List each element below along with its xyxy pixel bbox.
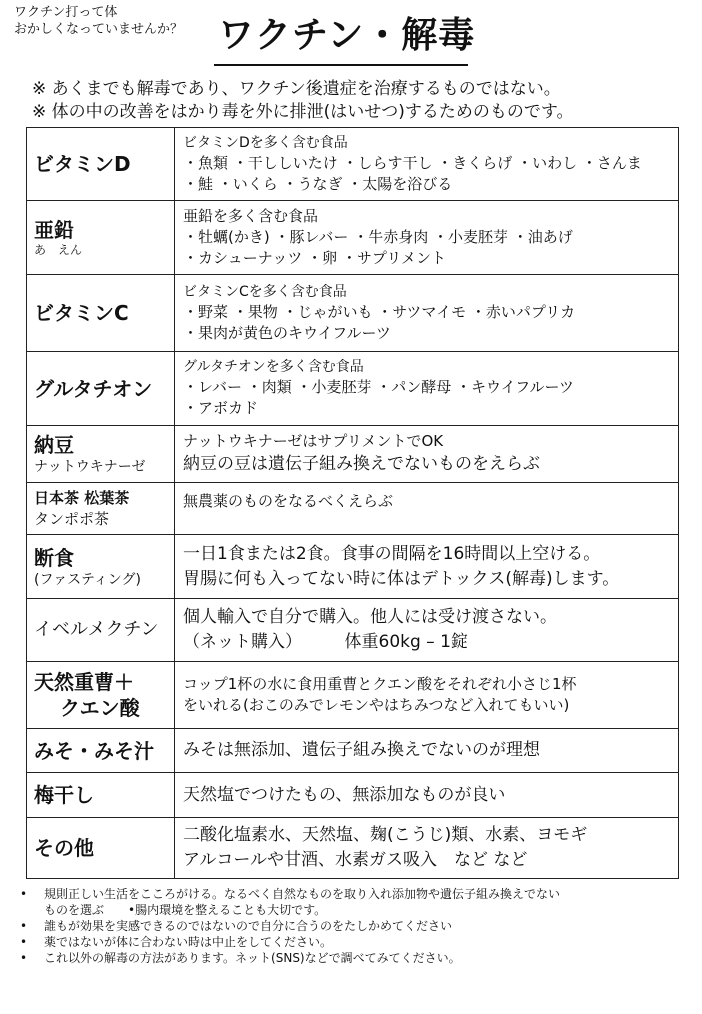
detox-table [26, 127, 679, 879]
row-line: ・鮭 ・いくら ・うなぎ ・太陽を浴びる [183, 174, 453, 193]
table-row [27, 352, 679, 426]
row-content-cell [175, 275, 679, 352]
footer-note-line: ものを選ぶ •腸内環境を整えることも大切です。 [44, 903, 327, 917]
row-line: ナットウキナーゼはサプリメントでOK [183, 432, 444, 450]
disclaimer-note: ※ 体の中の改善をはかり毒を外に排泄(はいせつ)するためのものです。 [32, 102, 574, 122]
row-label: 梅干し [34, 783, 94, 807]
bullet-icon: • [20, 935, 28, 949]
row-sublabel: (ファスティング) [34, 571, 141, 588]
row-label-line-2: クエン酸 [60, 696, 140, 720]
row-line: ・果肉が黄色のキウイフルーツ [183, 323, 391, 342]
row-content-cell [175, 352, 679, 426]
table-row [27, 426, 679, 483]
subtitle-line-2: おかしくなっていませんか？ [14, 22, 184, 37]
table-row [27, 662, 679, 729]
footer-note-line: 薬ではないが体に合わない時は中止をしてください。 [44, 935, 333, 949]
row-content-cell [175, 201, 679, 275]
row-label-cell [27, 662, 175, 729]
row-label-cell [27, 729, 175, 773]
row-label-line-2: タンポポ茶 [34, 509, 110, 528]
row-label: ビタミンC [34, 301, 129, 325]
row-line: ・野菜 ・果物 ・じゃがいも ・サツマイモ ・赤いパプリカ [183, 302, 576, 321]
row-line: ビタミンDを多く含む食品 [183, 134, 348, 151]
footer-notes [14, 886, 694, 966]
row-content-cell [175, 426, 679, 483]
subtitle-line-1: ワクチン打って体 [14, 5, 118, 20]
table-row [27, 773, 679, 818]
row-content-cell [175, 128, 679, 201]
disclaimer-note: ※ あくまでも解毒であり、ワクチン後遺症を治療するものではない。 [32, 79, 561, 99]
row-label: イベルメクチン [34, 619, 159, 640]
row-label: グルタチオン [34, 376, 153, 401]
row-label: 断食 [34, 545, 74, 570]
table-row [27, 201, 679, 275]
bullet-icon: • [20, 919, 28, 933]
row-label: その他 [34, 836, 94, 860]
row-label: 亜鉛 [34, 218, 74, 242]
table-row [27, 535, 679, 599]
row-content-cell [175, 729, 679, 773]
row-line: をいれる(おこのみでレモンやはちみつなど入れてもいい) [183, 696, 570, 714]
row-line: 無農薬のものをなるべくえらぶ [183, 492, 394, 510]
row-label-cell [27, 535, 175, 599]
footer-note-line: 誰もが効果を実感できるのではないので自分に合うのをたしかめてください [44, 919, 453, 933]
row-content-cell [175, 662, 679, 729]
row-content-cell [175, 773, 679, 818]
row-line: 二酸化塩素水、天然塩、麹(こうじ)類、水素、ヨモギ [183, 825, 588, 845]
table-row [27, 818, 679, 879]
page-title: ワクチン・解毒 [218, 15, 476, 56]
footer-note [14, 886, 694, 918]
table-row [27, 128, 679, 201]
row-line: みそは無添加、遺伝子組み換えでないのが理想 [183, 740, 540, 760]
row-label-cell [27, 275, 175, 352]
bullet-icon: • [20, 951, 28, 965]
row-line: ・アボカド [183, 399, 259, 417]
row-line: （ネット購入） 体重60kg – 1錠 [183, 632, 468, 652]
disclaimer-notes [32, 78, 692, 124]
row-content-cell [175, 818, 679, 879]
row-label-cell [27, 128, 175, 201]
row-line: 納豆の豆は遺伝子組み換えでないものをえらぶ [183, 454, 540, 474]
row-sublabel: あ えん [34, 243, 83, 257]
row-label-cell [27, 201, 175, 275]
row-content-cell [175, 483, 679, 535]
row-line: 個人輸入で自分で購入。他人には受け渡さない。 [183, 607, 557, 627]
row-sublabel: ナットウキナーゼ [34, 459, 146, 475]
row-label: 日本茶 松葉茶 [34, 488, 130, 507]
row-line: ・カシューナッツ ・卵 ・サプリメント [183, 249, 447, 267]
row-line: 一日1食または2食。食事の間隔を16時間以上空ける。 [183, 543, 601, 564]
row-line: アルコールや甘酒、水素ガス吸入 など など [183, 850, 528, 870]
footer-note-line: 規則正しい生活をこころがける。なるべく自然なものを取り入れ添加物や遺伝子組み換えでない [44, 887, 561, 901]
row-label-cell [27, 483, 175, 535]
title-underline [214, 64, 468, 66]
row-line: 亜鉛を多く含む食品 [183, 207, 319, 225]
table-row [27, 599, 679, 662]
row-label: 天然重曹＋ [34, 670, 134, 694]
row-content-cell [175, 535, 679, 599]
row-line: 天然塩でつけたもの、無添加なものが良い [183, 784, 506, 805]
footer-note [14, 950, 694, 966]
row-label-cell [27, 426, 175, 483]
row-line: ビタミンCを多く含む食品 [183, 283, 347, 300]
table-row [27, 729, 679, 773]
page-header [0, 0, 702, 74]
row-label: 納豆 [34, 433, 74, 457]
row-label-cell [27, 773, 175, 818]
footer-note [14, 934, 694, 950]
row-line: グルタチオンを多く含む食品 [183, 359, 364, 375]
header-subtitle [14, 4, 183, 38]
table-row [27, 275, 679, 352]
row-content-cell [175, 599, 679, 662]
bullet-icon: • [20, 887, 28, 901]
table-row [27, 483, 679, 535]
row-line: コップ1杯の水に食用重曹とクエン酸をそれぞれ小さじ1杯 [183, 675, 577, 693]
row-label-cell [27, 599, 175, 662]
footer-note-line: これ以外の解毒の方法があります。ネット(SNS)などで調べてみてください。 [44, 951, 461, 965]
row-label-cell [27, 818, 175, 879]
row-label: みそ・みそ汁 [34, 738, 154, 763]
row-line: ・魚類 ・干ししいたけ ・しらす干し ・きくらげ ・いわし ・さんま [183, 153, 642, 172]
row-line: ・レバー ・肉類 ・小麦胚芽 ・パン酵母 ・キウイフルーツ [183, 378, 574, 396]
footer-note [14, 918, 694, 934]
row-label-cell [27, 352, 175, 426]
row-line: ・牡蠣(かき) ・豚レバー ・牛赤身肉 ・小麦胚芽 ・油あげ [183, 228, 573, 246]
row-line: 胃腸に何も入ってない時に体はデトックス(解毒)します。 [183, 568, 620, 589]
row-label: ビタミンD [34, 152, 131, 176]
